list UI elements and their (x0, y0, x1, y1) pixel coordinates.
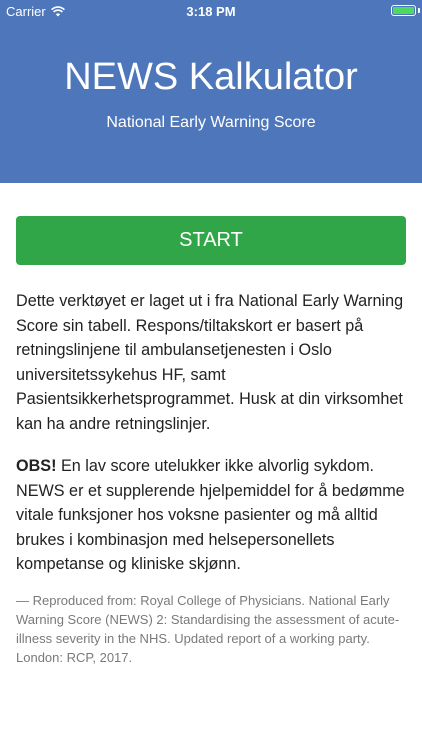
app-header (0, 0, 422, 183)
reference-citation: — Reproduced from: Royal College of Physicians. National Early Warning Score (NEWS) 2: Standardising the assessment of acute-illness severity in the NHS. Updated report of a working party. London: RCP, 2017. (16, 593, 400, 665)
start-button[interactable]: START (16, 216, 406, 265)
battery-tip (418, 8, 420, 13)
page-subtitle: National Early Warning Score (106, 114, 316, 131)
description-text: Dette verktøyet er laget ut i fra National Early Warning Score sin tabell. Respons/tiltakskort er basert på retningslinjene til ambulansetjenesten i Oslo universitetssykehus HF, samt Pasientsikkerhetsprogrammet. Husk at din virksomhet kan ha andre retningslinjer. (16, 292, 404, 433)
obs-notice (16, 454, 408, 577)
carrier-label: Carrier (6, 4, 46, 19)
status-time: 3:18 PM (186, 4, 236, 19)
status-bar (0, 0, 422, 22)
battery-icon (391, 5, 416, 16)
battery-level (393, 7, 414, 14)
obs-text: En lav score utelukker ikke alvorlig sykdom. NEWS er et supplerende hjelpemiddel for å bedømme vitale funksjoner hos voksne pasienter og må alltid brukes i kombinasjon med helsepersonellets kompetanse og kliniske skjønn. (16, 457, 405, 573)
obs-label: OBS! (16, 457, 57, 475)
page-title: NEWS Kalkulator (64, 56, 358, 98)
